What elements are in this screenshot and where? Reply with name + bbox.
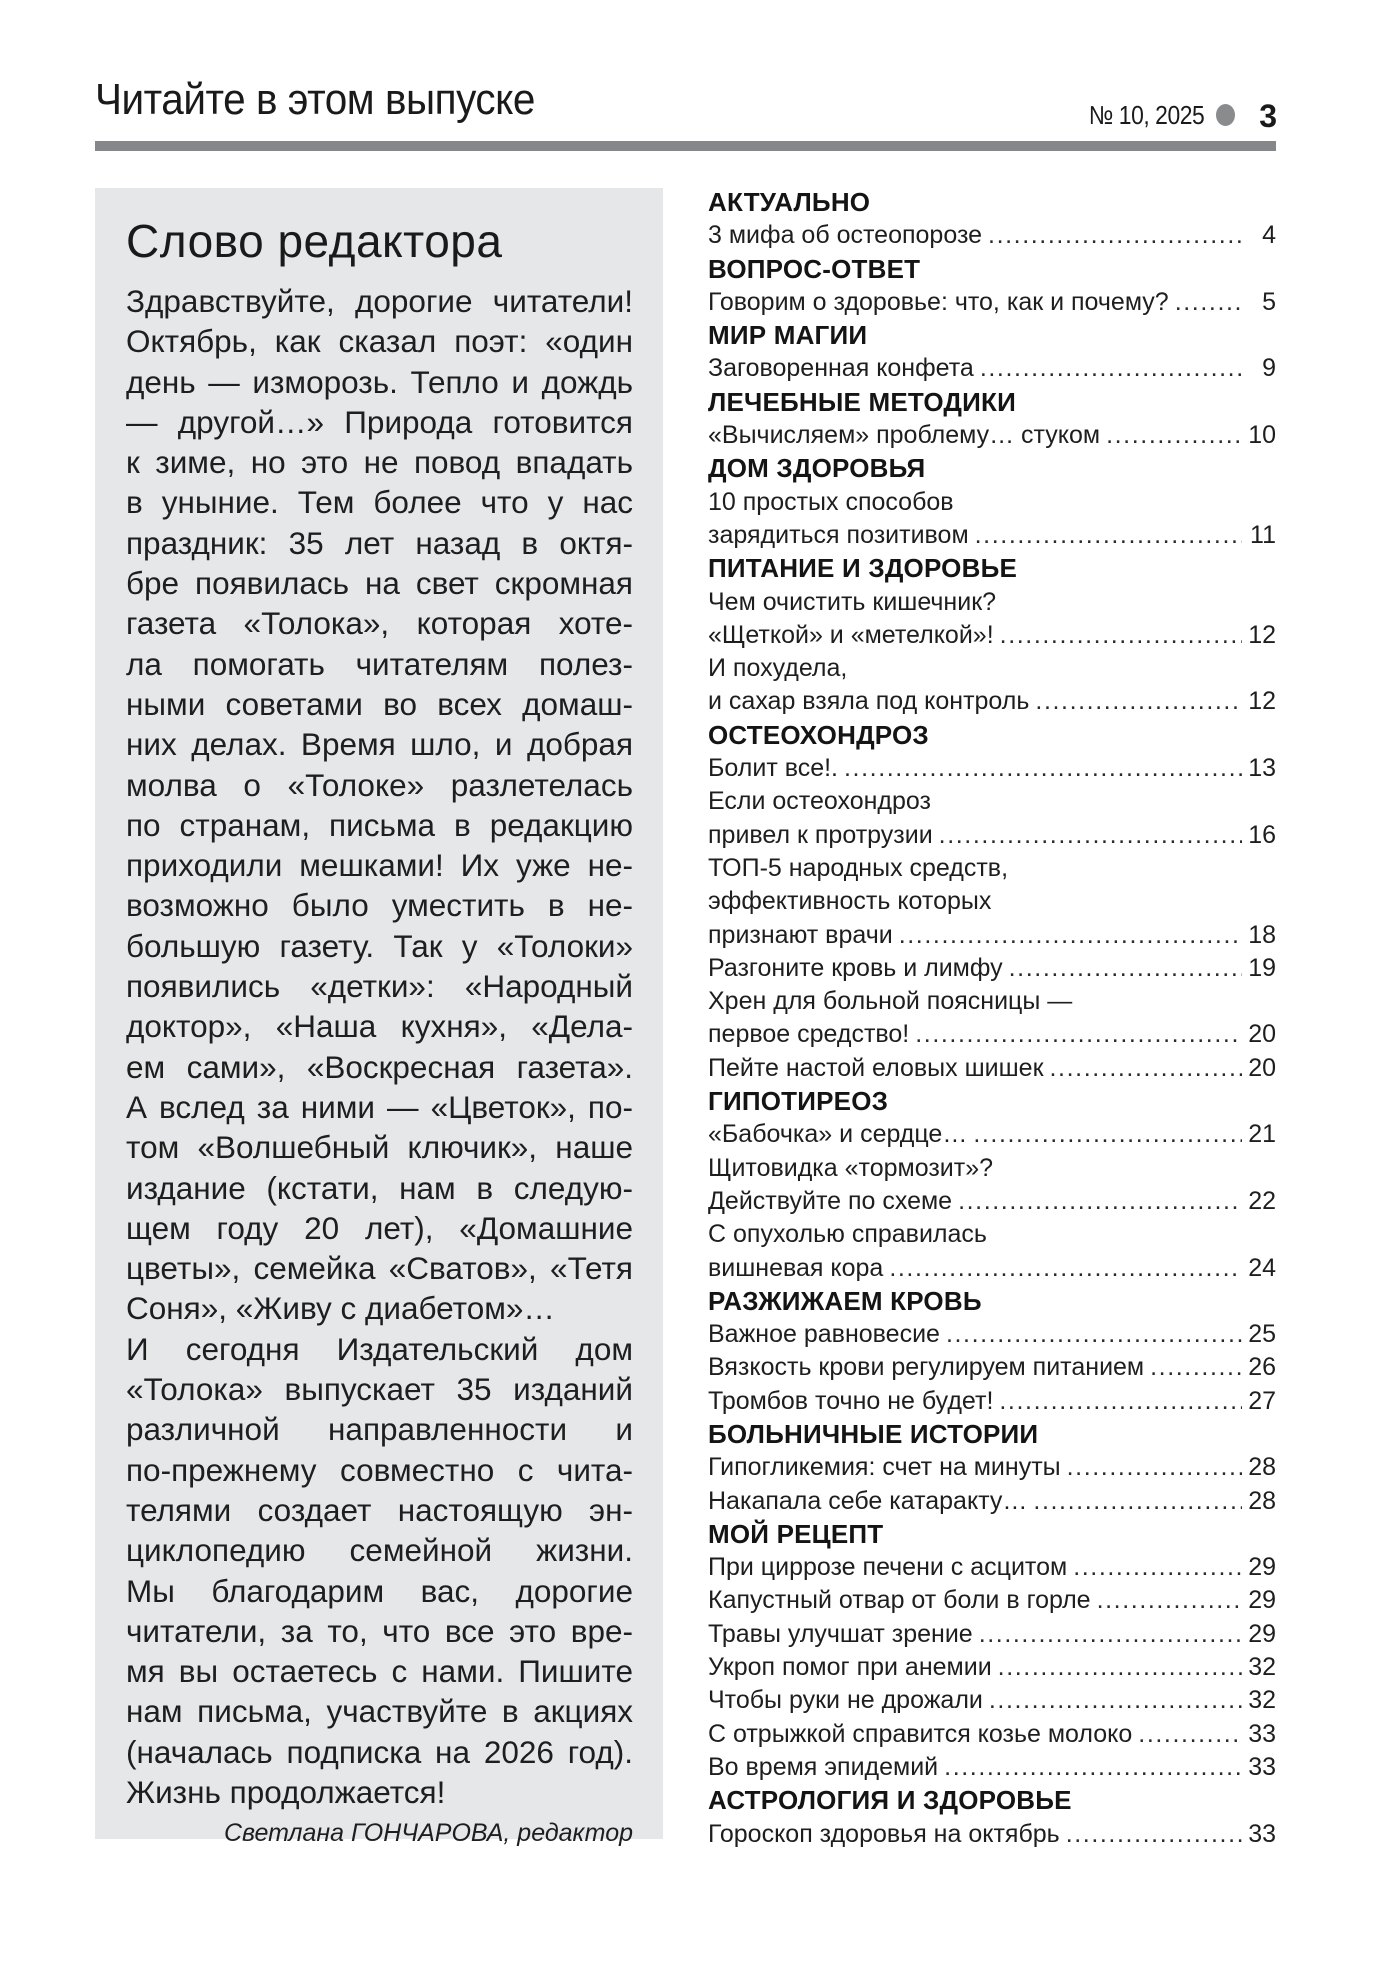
toc-entry[interactable] (708, 1651, 1276, 1684)
letter-line: — другой…» Природа готовится (126, 403, 633, 440)
toc-entry[interactable] (708, 1551, 1276, 1584)
dot-leader (999, 1385, 1242, 1418)
toc-page-number: 16 (1248, 820, 1276, 849)
toc-entry-title: 10 простых способов (708, 487, 954, 516)
dot-leader (1138, 1718, 1242, 1751)
dot-leader (988, 219, 1242, 252)
toc-entry-line (708, 486, 1276, 519)
dot-leader (1150, 1351, 1242, 1384)
toc-page-number: 33 (1248, 1719, 1276, 1748)
toc-entry[interactable] (708, 1052, 1276, 1085)
toc-section-heading: МОЙ РЕЦЕПТ (708, 1518, 884, 1549)
toc-entry-line (708, 1385, 1276, 1418)
letter-line: по-прежнему совместно с чита- (126, 1451, 633, 1488)
issue-info (1073, 102, 1235, 128)
toc-entry-line (708, 1651, 1276, 1684)
toc-entry[interactable] (708, 785, 1276, 852)
toc-entry[interactable] (708, 1718, 1276, 1751)
letter-line: Здравствуйте, дорогие читатели! (126, 283, 633, 319)
letter-line: Октябрь, как сказал поэт: «один (126, 323, 633, 360)
toc-entry-line (708, 219, 1276, 252)
toc-entry[interactable] (708, 1618, 1276, 1651)
toc-section-heading: ПИТАНИЕ И ЗДОРОВЬЕ (708, 553, 1017, 584)
letter-line: циклопедию семейной жизни. (126, 1532, 633, 1569)
letter-line: ными советами во всех домаш- (126, 685, 633, 722)
letter-line: Жизнь продолжается! (126, 1773, 446, 1810)
toc-entry-line (708, 1218, 1276, 1251)
letter-line: приходили мешками! Их уже не- (126, 847, 633, 884)
toc-entry-line (708, 586, 1276, 619)
toc-entry-title: Капустный отвар от боли в горле (708, 1586, 1091, 1615)
toc-entry-line (708, 1118, 1276, 1151)
letter-line: в уныние. Тем более что у нас (126, 484, 633, 521)
toc-entry-title: Говорим о здоровье: что, как и почему? (708, 287, 1169, 316)
page-title: Читайте в этом выпуске (95, 75, 535, 124)
letter-line: доктор», «Наша кухня», «Дела- (126, 1008, 633, 1045)
dot-leader (939, 819, 1242, 852)
toc-page-number: 28 (1248, 1486, 1276, 1515)
toc-page-number: 4 (1262, 221, 1276, 250)
letter-line: «Толока» выпускает 35 изданий (126, 1371, 633, 1408)
toc-entry-title: И похудела, (708, 654, 848, 683)
letter-line: возможно было уместить в не- (126, 887, 633, 924)
toc-entry-line (708, 785, 1276, 818)
toc-entry-line (708, 1485, 1276, 1518)
letter-line: газета «Толока», которая хоте- (126, 605, 633, 642)
toc-entry[interactable] (708, 1152, 1276, 1219)
toc-entry-title: Щитовидка «тормозит»? (708, 1153, 994, 1182)
toc-entry[interactable] (708, 1451, 1276, 1484)
toc-entry-title: вишневая кора (708, 1253, 884, 1282)
toc-entry-title: Накапала себе катаракту… (708, 1486, 1028, 1515)
dot-leader (1000, 619, 1242, 652)
letter-line: бре появилась на свет скромная (126, 565, 633, 602)
toc-entry-line (708, 1818, 1276, 1851)
toc-entry[interactable] (708, 1318, 1276, 1351)
editor-letter (126, 281, 633, 1812)
toc-section-heading: ГИПОТИРЕОЗ (708, 1086, 889, 1117)
letter-line: праздник: 35 лет назад в октя- (126, 524, 633, 561)
toc-entry-title: С опухолью справилась (708, 1220, 987, 1249)
toc-entry-title: Травы улучшат зрение (708, 1619, 973, 1648)
toc-entry[interactable] (708, 1351, 1276, 1384)
toc-entry-line (708, 1684, 1276, 1717)
toc-entry-line (708, 1751, 1276, 1784)
toc-entry-line (708, 1551, 1276, 1584)
dot-leader (989, 1684, 1242, 1717)
toc-entry-line (708, 1351, 1276, 1384)
toc-entry-line (708, 619, 1276, 652)
letter-line: нам письма, участвуйте в акциях (126, 1693, 633, 1730)
toc-entry[interactable] (708, 1118, 1276, 1151)
issue-number: № 10, 2025 (1088, 100, 1204, 130)
letter-line: А вслед за ними — «Цветок», по- (126, 1088, 633, 1125)
letter-line: мя вы остаетесь с нами. Пишите (126, 1653, 633, 1690)
toc-page-number: 32 (1248, 1686, 1276, 1715)
toc-entry-line (708, 1018, 1276, 1051)
toc-entry-line (708, 685, 1276, 718)
letter-line: (началась подписка на 2026 год). (126, 1733, 633, 1770)
toc-entry[interactable] (708, 1751, 1276, 1784)
header-divider (95, 141, 1276, 151)
dot-leader (1175, 286, 1242, 319)
dot-leader (958, 1185, 1242, 1218)
toc-entry-title: эффективность которых (708, 887, 992, 916)
table-of-contents (708, 186, 1276, 1851)
toc-page-number: 22 (1248, 1186, 1276, 1215)
toc-entry-title: 3 мифа об остеопорозе (708, 221, 983, 250)
toc-entry-line (708, 919, 1276, 952)
dot-leader (889, 1252, 1242, 1285)
toc-page-number: 18 (1248, 920, 1276, 949)
toc-section-heading: ВОПРОС-ОТВЕТ (708, 253, 921, 284)
toc-entry[interactable] (708, 952, 1276, 985)
toc-entry-line (708, 1451, 1276, 1484)
toc-entry-title: привел к протрузии (708, 820, 933, 849)
letter-line: Соня», «Живу с диабетом»… (126, 1290, 555, 1327)
dot-leader (1050, 1052, 1242, 1085)
toc-section-heading: АСТРОЛОГИЯ И ЗДОРОВЬЕ (708, 1785, 1072, 1816)
letter-line: ем сами», «Воскресная газета». (126, 1048, 633, 1085)
toc-entry[interactable] (708, 985, 1276, 1052)
letter-line: издание (кстати, нам в следую- (126, 1169, 633, 1206)
toc-entry-line (708, 819, 1276, 852)
dot-leader (899, 919, 1242, 952)
letter-line: молва о «Толоке» разлетелась (126, 766, 633, 803)
toc-entry-line (708, 286, 1276, 319)
dot-leader (1066, 1818, 1242, 1851)
toc-page-number: 13 (1248, 754, 1276, 783)
toc-entry-line (708, 852, 1276, 885)
toc-entry[interactable] (708, 752, 1276, 785)
toc-entry-line (708, 1152, 1276, 1185)
toc-entry[interactable] (708, 1584, 1276, 1617)
letter-line: них делах. Время шло, и добрая (126, 726, 633, 763)
toc-entry-line (708, 1052, 1276, 1085)
toc-section-heading: АКТУАЛЬНО (708, 187, 871, 217)
dot-leader (975, 519, 1242, 552)
toc-entry-line (708, 519, 1276, 552)
toc-entry-title: Гипогликемия: счет на минуты (708, 1453, 1061, 1482)
toc-entry-line (708, 885, 1276, 918)
toc-entry-line (708, 1584, 1276, 1617)
toc-page-number: 5 (1262, 287, 1276, 316)
toc-page-number: 29 (1248, 1619, 1276, 1648)
toc-page-number: 9 (1262, 354, 1276, 383)
toc-entry[interactable] (708, 352, 1276, 385)
toc-entry[interactable] (708, 652, 1276, 719)
dot-leader (1106, 419, 1242, 452)
toc-entry-line (708, 985, 1276, 1018)
toc-entry[interactable] (708, 1485, 1276, 1518)
toc-entry[interactable] (708, 486, 1276, 553)
letter-line: большую газету. Так у «Толоки» (126, 927, 633, 964)
bullet-dot-icon (1216, 104, 1235, 126)
toc-page-number: 20 (1248, 1053, 1276, 1082)
dot-leader (1035, 685, 1242, 718)
letter-line: щем году 20 лет), «Домашние (126, 1209, 633, 1246)
toc-entry[interactable] (708, 419, 1276, 452)
dot-leader (979, 1618, 1242, 1651)
toc-entry-title: ТОП-5 народных средств, (708, 853, 1009, 882)
toc-entry-title: Важное равновесие (708, 1320, 940, 1349)
toc-entry[interactable] (708, 1385, 1276, 1418)
toc-section-heading: РАЗЖИЖАЕМ КРОВЬ (708, 1285, 982, 1316)
toc-entry[interactable] (708, 586, 1276, 653)
letter-line: И сегодня Издательский дом (126, 1330, 633, 1367)
toc-entry-line (708, 952, 1276, 985)
toc-entry-title: «Щеткой» и «метелкой»! (708, 620, 994, 649)
toc-entry-title: Гороскоп здоровья на октябрь (708, 1819, 1060, 1848)
toc-entry-title: Чтобы руки не дрожали (708, 1686, 983, 1715)
dot-leader (998, 1651, 1242, 1684)
toc-entry-line (708, 1718, 1276, 1751)
toc-entry-line (708, 752, 1276, 785)
letter-line: том «Волшебный ключик», наше (126, 1129, 633, 1166)
toc-entry-title: зарядиться позитивом (708, 520, 969, 549)
toc-entry[interactable] (708, 852, 1276, 952)
toc-page-number: 28 (1248, 1453, 1276, 1482)
dot-leader (915, 1018, 1242, 1051)
toc-entry-title: первое средство! (708, 1020, 910, 1049)
toc-page-number: 24 (1248, 1253, 1276, 1282)
toc-page-number: 12 (1248, 687, 1276, 716)
dot-leader (980, 352, 1242, 385)
toc-section-heading: ЛЕЧЕБНЫЕ МЕТОДИКИ (708, 386, 1016, 417)
toc-page-number: 27 (1248, 1386, 1276, 1415)
letter-line: по странам, письма в редакцию (126, 806, 633, 843)
letter-line: телями создает настоящую эн- (126, 1491, 633, 1528)
toc-page-number: 29 (1248, 1586, 1276, 1615)
toc-entry-title: Во время эпидемий (708, 1752, 939, 1781)
toc-entry[interactable] (708, 286, 1276, 319)
dot-leader (844, 752, 1242, 785)
toc-page-number: 25 (1248, 1320, 1276, 1349)
toc-page-number: 10 (1248, 421, 1276, 450)
toc-entry-title: Тромбов точно не будет! (708, 1386, 994, 1415)
dot-leader (1067, 1451, 1242, 1484)
toc-entry-line (708, 1618, 1276, 1651)
toc-entry-title: признают врачи (708, 920, 893, 949)
toc-entry-title: Хрен для больной поясницы — (708, 987, 1073, 1016)
toc-section-heading: БОЛЬНИЧНЫЕ ИСТОРИИ (708, 1418, 1039, 1449)
toc-section-heading: ДОМ ЗДОРОВЬЯ (708, 453, 926, 484)
letter-line: ла помогать читателям полез- (126, 645, 633, 682)
toc-entry-title: Разгоните кровь и лимфу (708, 953, 1003, 982)
toc-entry-line (708, 1318, 1276, 1351)
dot-leader (1009, 952, 1242, 985)
letter-line: к зиме, но это не повод впадать (126, 444, 633, 481)
toc-page-number: 33 (1248, 1752, 1276, 1781)
toc-page-number: 33 (1248, 1819, 1276, 1848)
toc-entry-title: Пейте настой еловых шишек (708, 1053, 1044, 1082)
toc-page-number: 21 (1248, 1120, 1276, 1149)
toc-entry[interactable] (708, 219, 1276, 252)
toc-page-number: 11 (1250, 520, 1276, 549)
toc-entry-title: Укроп помог при анемии (708, 1653, 992, 1682)
toc-entry-title: Если остеохондроз (708, 787, 931, 816)
letter-line: различной направленности и (126, 1411, 633, 1448)
dot-leader (1033, 1485, 1242, 1518)
toc-entry-title: Действуйте по схеме (708, 1186, 953, 1215)
dot-leader (946, 1318, 1242, 1351)
toc-entry-title: При циррозе печени с асцитом (708, 1553, 1068, 1582)
editor-signature: Светлана ГОНЧАРОВА, редактор (223, 1819, 633, 1848)
dot-leader (1073, 1551, 1242, 1584)
toc-entry-title: Чем очистить кишечник? (708, 587, 997, 616)
toc-section-heading: МИР МАГИИ (708, 320, 868, 351)
dot-leader (973, 1118, 1242, 1151)
toc-entry-title: «Бабочка» и сердце… (708, 1120, 968, 1149)
toc-entry-title: Болит все!. (708, 754, 839, 783)
toc-page-number: 26 (1248, 1353, 1276, 1382)
toc-page-number: 20 (1248, 1020, 1276, 1049)
letter-line: появились «детки»: «Народный (126, 968, 633, 1005)
toc-entry-title: «Вычисляем» проблему… стуком (708, 421, 1101, 450)
toc-page-number: 12 (1248, 620, 1276, 649)
toc-entry-line (708, 419, 1276, 452)
toc-entry[interactable] (708, 1684, 1276, 1717)
editor-title: Слово редактора (126, 215, 503, 267)
toc-section-heading: ОСТЕОХОНДРОЗ (708, 719, 929, 750)
toc-entry-title: и сахар взяла под контроль (708, 687, 1030, 716)
dot-leader (944, 1751, 1242, 1784)
editor-column (95, 188, 663, 1848)
toc-entry[interactable] (708, 1818, 1276, 1851)
letter-line: цветы», семейка «Сватов», «Тетя (126, 1250, 633, 1287)
toc-entry-title: Вязкость крови регулируем питанием (708, 1353, 1145, 1382)
toc-entry-line (708, 1185, 1276, 1218)
toc-entry-line (708, 352, 1276, 385)
toc-page-number: 19 (1248, 953, 1276, 982)
toc-entry-title: Заговоренная конфета (708, 354, 974, 383)
dot-leader (1097, 1584, 1242, 1617)
toc-entry[interactable] (708, 1218, 1276, 1285)
page-number: 3 (1259, 98, 1277, 134)
toc-entry-line (708, 652, 1276, 685)
toc-entry-title: С отрыжкой справится козье молоко (708, 1719, 1133, 1748)
toc-page-number: 29 (1248, 1553, 1276, 1582)
letter-line: день — изморозь. Тепло и дождь (126, 363, 633, 400)
letter-line: читатели, за то, что все это вре- (126, 1612, 633, 1649)
toc-page-number: 32 (1248, 1653, 1276, 1682)
letter-line: Мы благодарим вас, дорогие (126, 1572, 633, 1609)
toc-entry-line (708, 1252, 1276, 1285)
